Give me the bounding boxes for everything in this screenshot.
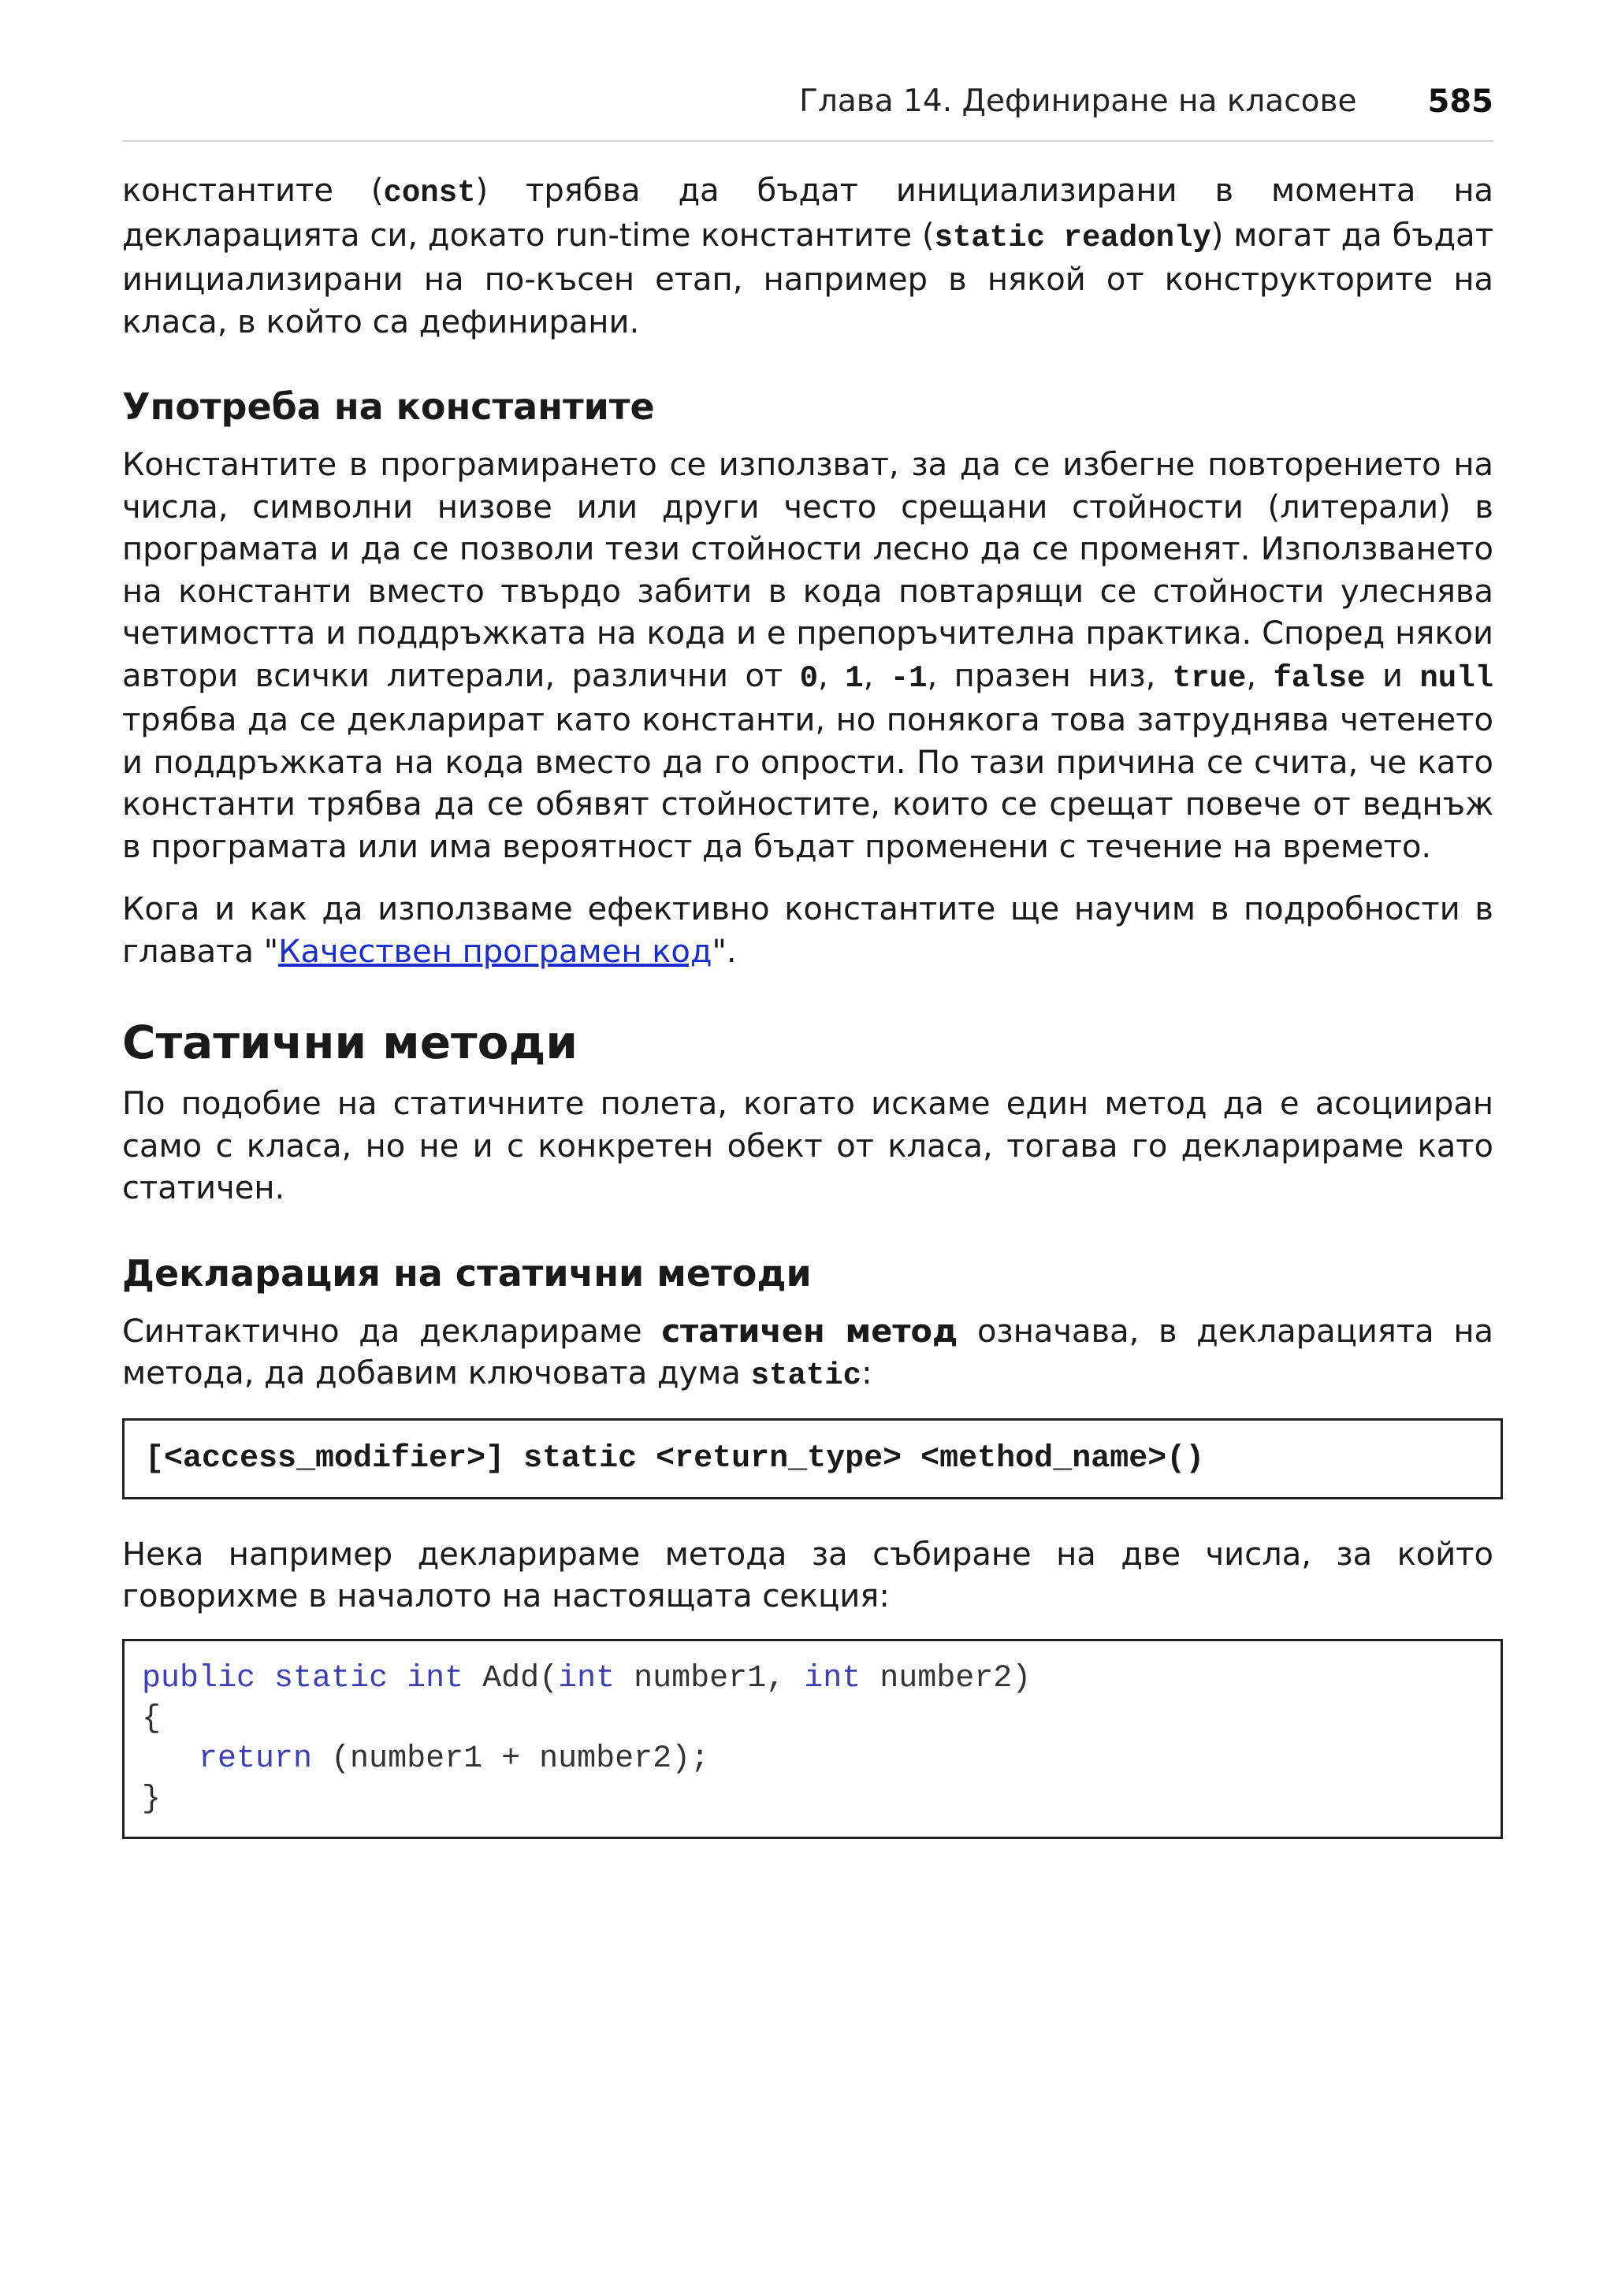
- link-quality-code-chapter[interactable]: Качествен програмен код: [278, 933, 712, 970]
- code-literal: false: [1273, 660, 1366, 696]
- heading-static-methods: Статични методи: [122, 1016, 578, 1069]
- page-content: [122, 170, 1493, 1874]
- paragraph-static-methods: По подобие на статичните полета, когато искаме един метод да е асоцииран само с класа, но не и с конкретен обект от класа, тогава го декларираме като статичен.: [122, 1086, 1493, 1206]
- code-static: static: [750, 1358, 862, 1393]
- code-keyword: public: [142, 1660, 256, 1696]
- code-keyword: int: [804, 1660, 861, 1696]
- code-text: number2): [861, 1660, 1032, 1696]
- text: Кога и как да използваме ефективно константите ще научим в подробности в главата ": [122, 891, 1493, 970]
- code-keyword: int: [407, 1660, 464, 1696]
- paragraph-constants-init: [122, 170, 1493, 344]
- text: константите (: [122, 173, 384, 209]
- page-number: 585: [1427, 84, 1493, 120]
- code-text: Add(: [463, 1660, 559, 1696]
- code-line: {: [142, 1700, 162, 1737]
- code-literal: 1: [845, 660, 864, 696]
- text: трябва да се декларират като константи, но понякога това затруднява четенето и поддръжката на кода вместо да го опрости. По тази причина се счита, че като константи трябва да се обявят стойностите, които се срещат повече от веднъж в програмата или има вероятност да бъдат променени с течение на времето.: [122, 702, 1493, 865]
- code-line: }: [142, 1781, 162, 1817]
- text: означава, в декларацията на метода, да добавим ключовата дума: [122, 1313, 1493, 1391]
- code-text: [255, 1661, 274, 1696]
- text: , празен низ,: [927, 657, 1173, 694]
- code-text: number1,: [615, 1660, 805, 1696]
- code-text: [388, 1661, 407, 1696]
- code-keyword: return: [199, 1741, 313, 1777]
- code-literal: null: [1419, 660, 1493, 696]
- code-text: (number1 + number2);: [312, 1741, 710, 1777]
- code-literal: 0: [799, 660, 819, 696]
- code-line: [142, 1659, 1483, 1699]
- heading-constants-usage: Употреба на константите: [122, 385, 655, 428]
- code-literal: true: [1172, 660, 1247, 696]
- text: ) трябва да бъдат инициализирани в момента на декларацията си, докато run-time константите (: [122, 173, 1494, 254]
- paragraph-static-syntax: [122, 1311, 1493, 1398]
- text: ,: [863, 657, 891, 694]
- bold-term: статичен метод: [661, 1313, 958, 1350]
- paragraph-constants-usage: [122, 444, 1493, 868]
- text: ,: [818, 657, 846, 694]
- code-const: const: [383, 176, 476, 210]
- code-keyword: static: [274, 1660, 389, 1696]
- paragraph-quality-code-ref: [122, 889, 1493, 973]
- page-header: [122, 79, 1493, 142]
- text: :: [861, 1355, 872, 1391]
- code-line: [142, 1739, 1483, 1779]
- code-static-readonly: static readonly: [934, 220, 1211, 255]
- code-literal: -1: [890, 660, 928, 696]
- text: и: [1365, 657, 1420, 694]
- text: ,: [1246, 657, 1274, 694]
- heading-static-declaration: Декларация на статични методи: [122, 1251, 812, 1295]
- paragraph-example-intro: Нека например декларираме метода за събиране на две числа, за който говорихме в началото на настоящата секция:: [122, 1536, 1493, 1614]
- chapter-title: Глава 14. Дефиниране на класове: [799, 84, 1357, 119]
- syntax-box: [122, 1418, 1503, 1499]
- text: Синтактично да декларираме: [122, 1313, 662, 1350]
- text: ) могат да бъдат инициализирани на по-късен етап, например в някой от конструкторите на класа, в който са дефинирани.: [122, 217, 1493, 340]
- text: Константите в програмирането се използват, за да се избегне повторението на числа, символни низове или други често срещани стойности (литерали) в програмата и да се позволи тези стойности лесно да се променят. Използването на константи вместо твърдо забити в кода повтарящи се стойности улеснява четимостта и поддръжката на кода и е препоръчителна практика. Според някои автори всички литерали, различни от: [122, 447, 1493, 694]
- code-indent: [142, 1741, 199, 1777]
- code-block: [122, 1639, 1503, 1839]
- code-keyword: int: [558, 1660, 615, 1696]
- text: ".: [712, 933, 737, 970]
- syntax-text: [<access_modifier>] static <return_type> <method_name>(): [145, 1440, 1205, 1477]
